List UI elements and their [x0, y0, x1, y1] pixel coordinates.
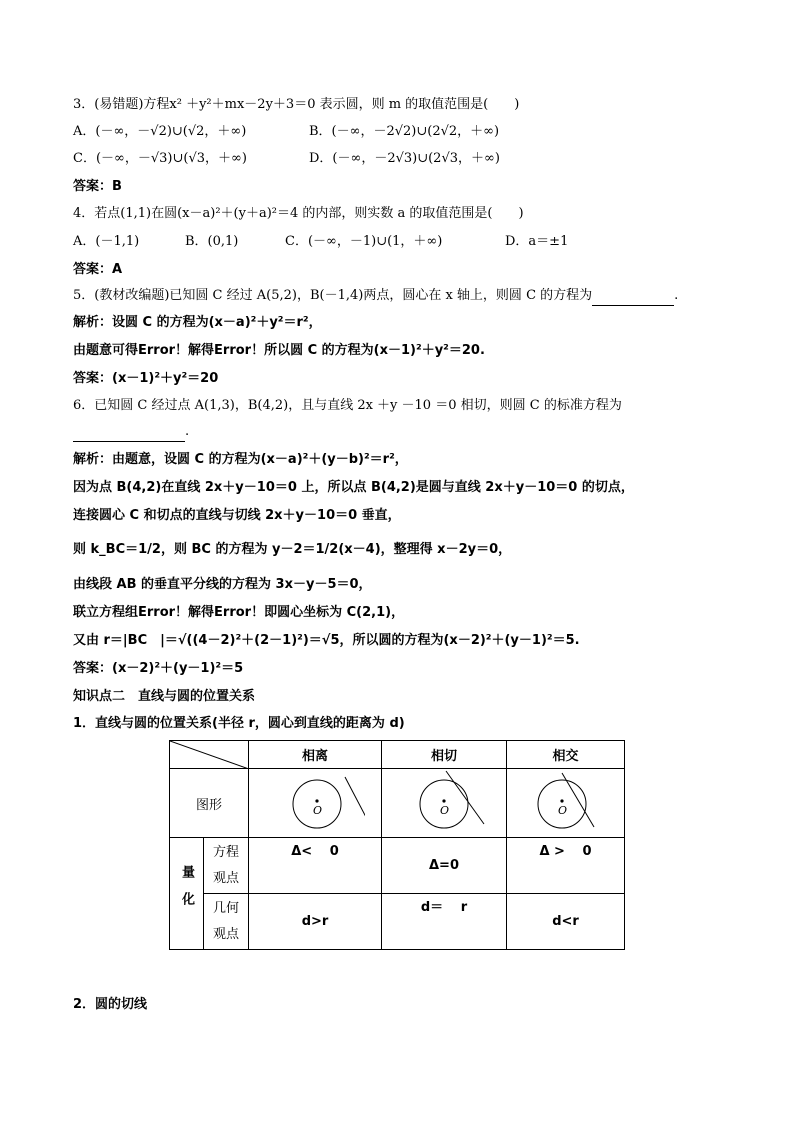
- figure-separate: [249, 769, 382, 838]
- intersect-diagram: [516, 769, 616, 833]
- position-relation-table: [169, 740, 625, 950]
- row-header-equation-view: 方程观点: [204, 838, 249, 894]
- q4-option-c: C．(－∞，－1)∪(1，＋∞): [285, 234, 443, 249]
- q6-stem-end: .: [185, 424, 190, 439]
- q5-blank[interactable]: [592, 287, 674, 306]
- q6-answer: 答案：(x－2)²＋(y－1)²＝5: [73, 661, 244, 676]
- diagonal-line: [170, 741, 249, 769]
- q5-solution-line-1: 解析：设圆 C 的方程为(x－a)²＋y²＝r²，: [73, 315, 322, 330]
- cell-equation-separate: Δ< 0: [249, 838, 382, 894]
- q5-answer: 答案：(x－1)²＋y²＝20: [73, 371, 219, 386]
- q5-stem-end: .: [674, 288, 679, 303]
- q6-blank[interactable]: [73, 423, 185, 442]
- cell-equation-tangent: Δ=0: [382, 838, 507, 894]
- q6-solution-line-2: 因为点 B(4,2)在直线 2x＋y－10＝0 上，所以点 B(4,2)是圆与直线 2x＋y－10＝0 的切点，: [73, 480, 634, 495]
- q6-solution-line-7: 又由 r＝|BC |＝√((4－2)²＋(2－1)²)＝√5，所以圆的方程为(x－2)²＋(y－1)²＝5.: [73, 633, 580, 648]
- col-header-intersect: 相交: [507, 741, 625, 769]
- q4-stem: 4．若点(1,1)在圆(x－a)²＋(y＋a)²＝4 的内部，则实数 a 的取值范围是( ): [73, 206, 524, 221]
- tangent-diagram: [394, 769, 494, 833]
- col-header-separate: 相离: [249, 741, 382, 769]
- center-label: O: [557, 804, 567, 817]
- item-2-heading: 2．圆的切线: [73, 997, 148, 1012]
- row-header-figure: 图形: [170, 769, 249, 838]
- cell-geometry-separate: d>r: [249, 894, 382, 950]
- cell-geometry-intersect: d<r: [507, 894, 625, 950]
- q6-solution-line-1: 解析：由题意，设圆 C 的方程为(x－a)²＋(y－b)²＝r²，: [73, 452, 408, 467]
- q3-option-c: C．(－∞，－√3)∪(√3，＋∞): [73, 151, 247, 166]
- q6-solution-line-4: 则 k_BC＝1/2，则 BC 的方程为 y－2＝1/2(x－4)，整理得 x－2y＝0，: [73, 542, 512, 557]
- separate-diagram: [265, 769, 365, 833]
- q4-answer: 答案：A: [73, 262, 123, 277]
- q3-option-b: B．(－∞，－2√2)∪(2√2，＋∞): [309, 124, 500, 139]
- center-label: O: [440, 804, 450, 817]
- q4-option-a: A．(－1,1): [73, 234, 140, 249]
- row-header-geometry-view: 几何观点: [204, 894, 249, 950]
- cell-geometry-tangent: d＝ r: [382, 894, 507, 950]
- figure-intersect: [507, 769, 625, 838]
- col-header-tangent: 相切: [382, 741, 507, 769]
- row-header-quantify: [170, 838, 204, 950]
- cell-equation-intersect: Δ > 0: [507, 838, 625, 894]
- q6-blank-line: [73, 423, 189, 442]
- q3-stem: 3．(易错题)方程x² ＋y²＋mx－2y＋3＝0 表示圆，则 m 的取值范围是( ): [73, 97, 520, 112]
- q4-option-d: D．a＝±1: [505, 234, 569, 249]
- q6-solution-line-5: 由线段 AB 的垂直平分线的方程为 3x－y－5＝0，: [73, 577, 372, 592]
- quantify-label: 量化: [179, 864, 194, 919]
- q5-stem: [73, 287, 678, 306]
- item-1-heading: 1．直线与圆的位置关系(半径 r，圆心到直线的距离为 d): [73, 716, 405, 731]
- header-diagonal-cell: [170, 741, 249, 769]
- q6-solution-line-6: 联立方程组Error！解得Error！即圆心坐标为 C(2,1)，: [73, 605, 405, 620]
- q4-option-b: B．(0,1): [185, 234, 239, 249]
- q3-answer: 答案：B: [73, 179, 122, 194]
- section-title: 知识点二 直线与圆的位置关系: [73, 689, 256, 704]
- q5-solution-line-2: 由题意可得Error！解得Error！所以圆 C 的方程为(x－1)²＋y²＝20.: [73, 343, 485, 358]
- q3-option-d: D．(－∞，－2√3)∪(2√3，＋∞): [309, 151, 500, 166]
- figure-tangent: [382, 769, 507, 838]
- q3-option-a: A．(－∞，－√2)∪(√2，＋∞): [73, 124, 247, 139]
- q5-stem-text: 5．(教材改编题)已知圆 C 经过 A(5,2)，B(－1,4)两点，圆心在 x 轴上，则圆 C 的方程为: [73, 288, 593, 303]
- q6-stem: 6．已知圆 C 经过点 A(1,3)，B(4,2)，且与直线 2x ＋y －10 ＝0 相切，则圆 C 的标准方程为: [73, 398, 622, 413]
- center-label: O: [313, 804, 323, 817]
- q6-solution-line-3: 连接圆心 C 和切点的直线与切线 2x＋y－10＝0 垂直，: [73, 508, 401, 523]
